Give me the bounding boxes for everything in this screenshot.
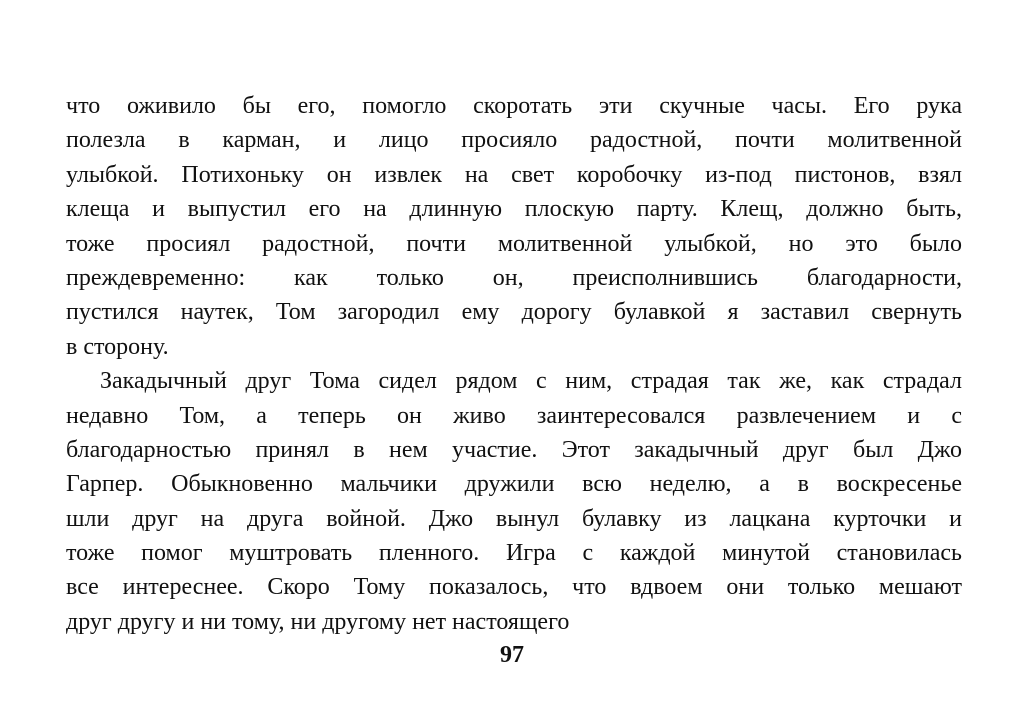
page-number: 97 <box>500 642 524 668</box>
text-line: благодарностью принял в нем участие. Этот закадычный друг был Джо <box>66 436 962 463</box>
text-line: друг другу и ни тому, ни другому нет настоящего <box>66 608 570 635</box>
text-line: в сторону. <box>66 333 169 360</box>
text-line: шли друг на друга войной. Джо вынул булавку из лацкана курточки и <box>66 505 962 532</box>
text-line: клеща и выпустил его на длинную плоскую парту. Клещ, должно быть, <box>66 196 962 223</box>
paragraph <box>66 364 962 639</box>
text-line: все интереснее. Скоро Тому показалось, что вдвоем они только мешают <box>66 574 962 601</box>
text-line: тоже помог муштровать пленного. Игра с каждой минутой становилась <box>66 540 962 567</box>
text-line: пустился наутек, Том загородил ему дорогу булавкой я заставил свернуть <box>66 299 962 326</box>
paragraph <box>66 89 962 364</box>
body-text <box>66 89 962 639</box>
text-line: улыбкой. Потихоньку он извлек на свет коробочку из-под пистонов, взял <box>66 161 962 188</box>
text-line: полезла в карман, и лицо просияло радостной, почти молитвенной <box>66 127 962 154</box>
text-line: что оживило бы его, помогло скоротать эти скучные часы. Его рука <box>66 93 962 119</box>
text-line: тоже просиял радостной, почти молитвенной улыбкой, но это было <box>66 230 962 257</box>
text-line: недавно Том, а теперь он живо заинтересовался развлечением и с <box>66 402 962 429</box>
text-line: Гарпер. Обыкновенно мальчики дружили всю неделю, а в воскресенье <box>66 471 962 498</box>
text-line: преждевременно: как только он, преисполнившись благодарности, <box>66 264 962 291</box>
text-line: Закадычный друг Тома сидел рядом с ним, страдая так же, как страдал <box>100 368 962 395</box>
